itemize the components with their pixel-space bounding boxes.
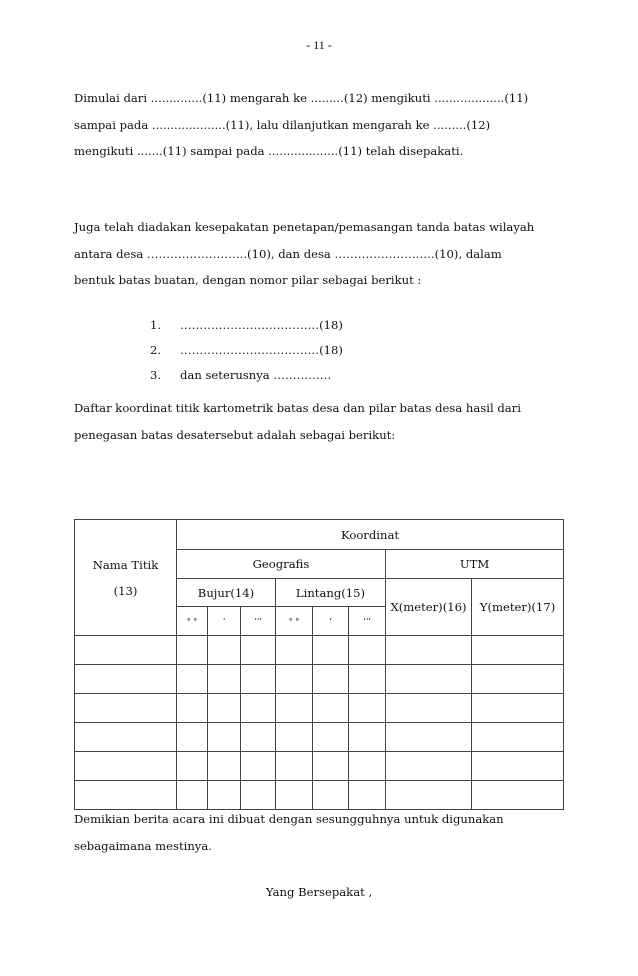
text-line: Demikian berita acara ini dibuat dengan sesungguhnya untuk digunakan xyxy=(74,812,504,826)
table-cell[interactable] xyxy=(276,665,313,694)
list-text: ………………………………(18) xyxy=(180,343,343,357)
list-item xyxy=(150,338,343,363)
table-cell[interactable] xyxy=(208,636,241,665)
table-cell[interactable] xyxy=(276,636,313,665)
table-cell[interactable] xyxy=(472,694,564,723)
signoff xyxy=(0,885,638,899)
list-item xyxy=(150,363,343,388)
text-line: mengikuti .......(11) sampai pada ...................(11) telah disepakati. xyxy=(74,144,464,158)
table-cell[interactable] xyxy=(241,636,276,665)
table-cell[interactable] xyxy=(472,665,564,694)
table-cell[interactable] xyxy=(177,665,208,694)
table-cell[interactable] xyxy=(177,636,208,665)
table-cell[interactable] xyxy=(349,665,386,694)
table-cell[interactable] xyxy=(208,665,241,694)
table-cell[interactable] xyxy=(313,665,349,694)
table-cell[interactable] xyxy=(75,723,177,752)
list-text: ………………………………(18) xyxy=(180,318,343,332)
table-cell[interactable] xyxy=(75,665,177,694)
table-cell[interactable] xyxy=(208,723,241,752)
table-cell[interactable] xyxy=(177,694,208,723)
table-cell[interactable] xyxy=(349,752,386,781)
list-item xyxy=(150,313,343,338)
table-cell[interactable] xyxy=(208,694,241,723)
second-symbol: ‘‘’ xyxy=(349,607,386,636)
table-cell[interactable] xyxy=(75,694,177,723)
table-cell[interactable] xyxy=(386,694,472,723)
table-cell[interactable] xyxy=(241,694,276,723)
list-number: 1. xyxy=(150,318,162,332)
header-lintang: Lintang(15) xyxy=(276,579,386,607)
coordinate-table xyxy=(74,519,564,810)
paragraph-coordinate-list-intro xyxy=(74,395,574,448)
text-line: Juga telah diadakan kesepakatan penetapan/pemasangan tanda batas wilayah xyxy=(74,220,535,234)
table-cell[interactable] xyxy=(241,752,276,781)
text-line: penegasan batas desatersebut adalah sebagai berikut: xyxy=(74,427,396,442)
signoff-label: Yang Bersepakat , xyxy=(265,885,373,899)
table-cell[interactable] xyxy=(349,636,386,665)
table-cell[interactable] xyxy=(208,752,241,781)
text-line: Dimulai dari ..............(11) mengarah ke .........(12) mengikuti ...................(11) xyxy=(74,91,529,105)
header-utm: UTM xyxy=(386,550,564,579)
header-bujur: Bujur(14) xyxy=(177,579,276,607)
table-cell[interactable] xyxy=(386,723,472,752)
table-cell[interactable] xyxy=(386,752,472,781)
minute-symbol: ‘ xyxy=(208,607,241,636)
text-line: antara desa ……………………..(10), dan desa ………………….….(10), dalam xyxy=(74,246,502,261)
list-number: 2. xyxy=(150,343,162,357)
list-number: 3. xyxy=(150,368,162,382)
header-geografis: Geografis xyxy=(177,550,386,579)
page-number: - 11 - xyxy=(306,38,332,52)
table-cell[interactable] xyxy=(349,723,386,752)
header-y-meter: Y(meter)(17) xyxy=(472,579,564,636)
table-cell[interactable] xyxy=(177,752,208,781)
table-cell[interactable] xyxy=(472,723,564,752)
table-cell[interactable] xyxy=(386,665,472,694)
table-row xyxy=(75,636,564,665)
table-cell[interactable] xyxy=(386,636,472,665)
text-line: sebagaimana mestinya. xyxy=(74,838,212,853)
table-cell[interactable] xyxy=(313,723,349,752)
paragraph-boundary-description xyxy=(74,85,574,165)
paragraph-closing xyxy=(74,806,574,859)
header-x-meter: X(meter)(16) xyxy=(386,579,472,636)
header-label: Nama Titik xyxy=(92,557,159,572)
degree-symbol: ° ° xyxy=(276,607,313,636)
table-cell[interactable] xyxy=(241,723,276,752)
paragraph-agreement xyxy=(74,214,574,294)
table-cell[interactable] xyxy=(313,694,349,723)
table-cell[interactable] xyxy=(349,694,386,723)
second-symbol: ‘‘’ xyxy=(241,607,276,636)
degree-symbol: ° ° xyxy=(177,607,208,636)
table-cell[interactable] xyxy=(241,665,276,694)
text-line: bentuk batas buatan, dengan nomor pilar sebagai berikut : xyxy=(74,273,422,287)
table-row xyxy=(75,752,564,781)
table-cell[interactable] xyxy=(472,752,564,781)
table-cell[interactable] xyxy=(75,752,177,781)
minute-symbol: ‘ xyxy=(313,607,349,636)
text-line: sampai pada ....................(11), lalu dilanjutkan mengarah ke .........(12) xyxy=(74,117,491,132)
header-nama-titik xyxy=(75,520,177,636)
table-cell[interactable] xyxy=(313,752,349,781)
table-cell[interactable] xyxy=(177,723,208,752)
table-cell[interactable] xyxy=(276,723,313,752)
header-koordinat: Koordinat xyxy=(177,520,564,550)
header-label: (13) xyxy=(113,583,138,598)
table-row xyxy=(75,665,564,694)
table-cell[interactable] xyxy=(313,636,349,665)
table-cell[interactable] xyxy=(75,636,177,665)
table-row xyxy=(75,723,564,752)
list-text: dan seterusnya …………… xyxy=(180,368,332,382)
table-cell[interactable] xyxy=(276,752,313,781)
pillar-list xyxy=(150,313,343,388)
table-cell[interactable] xyxy=(276,694,313,723)
table-row xyxy=(75,694,564,723)
text-line: Daftar koordinat titik kartometrik batas desa dan pilar batas desa hasil dari xyxy=(74,401,521,415)
table-cell[interactable] xyxy=(472,636,564,665)
